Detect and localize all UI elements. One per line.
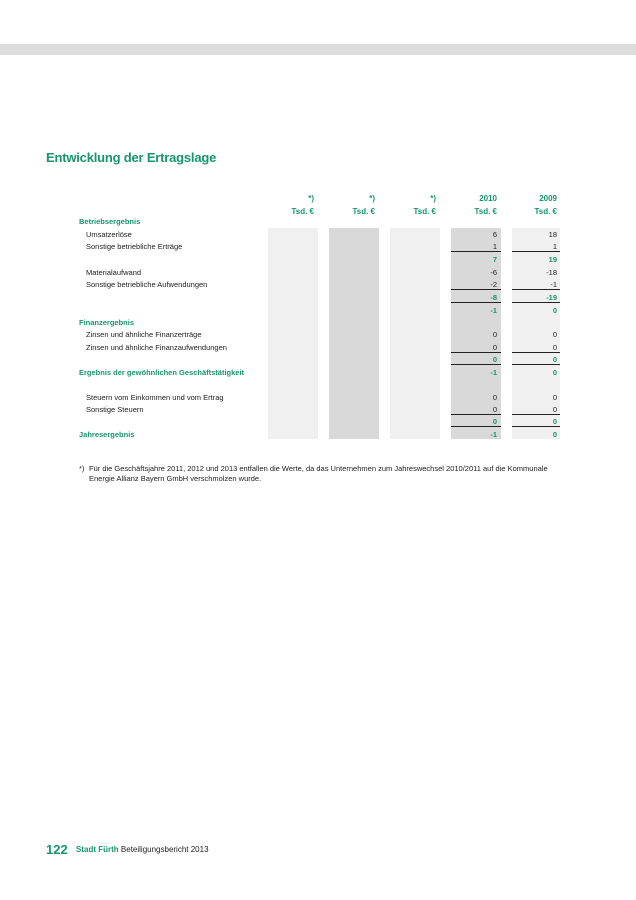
footer-brand: Stadt Fürth <box>76 845 119 854</box>
cell-2009: 19 <box>548 255 557 264</box>
table-row <box>0 404 636 416</box>
cell-2009: -18 <box>546 268 557 277</box>
row-label: Steuern vom Einkommen und vom Ertrag <box>86 393 224 402</box>
cell-2010: 0 <box>451 354 501 365</box>
footnote-mark: *) <box>79 464 85 473</box>
table-row <box>0 329 636 341</box>
table-row <box>0 241 636 253</box>
cell-2009: 0 <box>552 393 557 402</box>
section-label-betriebsergebnis: Betriebsergebnis <box>79 217 141 226</box>
table-row <box>0 342 636 354</box>
table-row <box>0 317 636 329</box>
row-label: Sonstige betriebliche Aufwendungen <box>86 280 208 289</box>
cell-2009: 0 <box>512 416 560 427</box>
cell-2010: 6 <box>492 230 497 239</box>
table-row-subtotal <box>0 416 636 428</box>
column-unit-2009: Tsd. € <box>534 207 557 216</box>
cell-2010: -8 <box>451 292 501 303</box>
cell-2010: 0 <box>451 404 501 415</box>
row-label: Sonstige Steuern <box>86 405 144 414</box>
column-unit-2: Tsd. € <box>352 207 375 216</box>
footnote <box>79 464 565 484</box>
table-row <box>0 216 636 228</box>
cell-2010: -2 <box>451 279 501 290</box>
column-unit-3: Tsd. € <box>413 207 436 216</box>
row-label: Umsatzerlöse <box>86 230 132 239</box>
row-label: Materialaufwand <box>86 268 142 277</box>
cell-2010: 0 <box>492 330 497 339</box>
cell-2010: 1 <box>451 241 501 252</box>
cell-2009: -1 <box>512 279 560 290</box>
cell-2010: -1 <box>490 430 497 439</box>
cell-2009: 0 <box>552 306 557 315</box>
column-header-1: *) <box>308 194 314 203</box>
column-header-2010: 2010 <box>479 194 497 203</box>
cell-2009: 0 <box>512 354 560 365</box>
column-header-2009: 2009 <box>539 194 557 203</box>
cell-2010: -1 <box>490 368 497 377</box>
column-header-2: *) <box>369 194 375 203</box>
table-row <box>0 229 636 241</box>
cell-2010: 0 <box>492 393 497 402</box>
table-row-total <box>0 305 636 317</box>
cell-2009: 0 <box>512 342 560 353</box>
column-header-3: *) <box>430 194 436 203</box>
section-label-jahresergebnis: Jahresergebnis <box>79 430 135 439</box>
page-number: 122 <box>46 842 68 857</box>
top-gray-bar <box>0 44 636 55</box>
cell-2010: 0 <box>451 416 501 427</box>
cell-2009: 18 <box>548 230 557 239</box>
row-label: Sonstige betriebliche Erträge <box>86 242 183 251</box>
table-row-subtotal <box>0 254 636 266</box>
footer-line <box>76 845 209 854</box>
table-row-subtotal <box>0 354 636 366</box>
table-row-total <box>0 429 636 441</box>
section-label-ergebnis: Ergebnis der gewöhnlichen Geschäftstätigkeit <box>79 368 245 377</box>
cell-2009: 0 <box>512 404 560 415</box>
cell-2010: 7 <box>492 255 497 264</box>
row-label: Zinsen und ähnliche Finanzerträge <box>86 330 202 339</box>
cell-2010: -1 <box>490 306 497 315</box>
column-unit-1: Tsd. € <box>291 207 314 216</box>
cell-2009: 0 <box>552 430 557 439</box>
footer-report: Beteiligungsbericht 2013 <box>120 845 209 854</box>
table-row <box>0 279 636 291</box>
table-row-subtotal <box>0 292 636 304</box>
table-row-total <box>0 367 636 379</box>
cell-2009: 0 <box>552 330 557 339</box>
cell-2010: -6 <box>490 268 497 277</box>
cell-2009: 0 <box>552 368 557 377</box>
cell-2010: 0 <box>451 342 501 353</box>
page-title: Entwicklung der Ertragslage <box>46 150 217 165</box>
column-unit-2010: Tsd. € <box>474 207 497 216</box>
cell-2009: 1 <box>512 241 560 252</box>
table-row <box>0 267 636 279</box>
table-row <box>0 392 636 404</box>
row-label: Zinsen und ähnliche Finanzaufwendungen <box>86 343 227 352</box>
cell-2009: -19 <box>512 292 560 303</box>
footnote-text: Für die Geschäftsjahre 2011, 2012 und 2013 entfallen die Werte, da das Unternehmen zum Jahreswechsel 2010/2011 auf die Kommunale Energie Allianz Bayern GmbH verschmolzen wurde. <box>89 464 548 483</box>
section-label-finanzergebnis: Finanzergebnis <box>79 318 135 327</box>
